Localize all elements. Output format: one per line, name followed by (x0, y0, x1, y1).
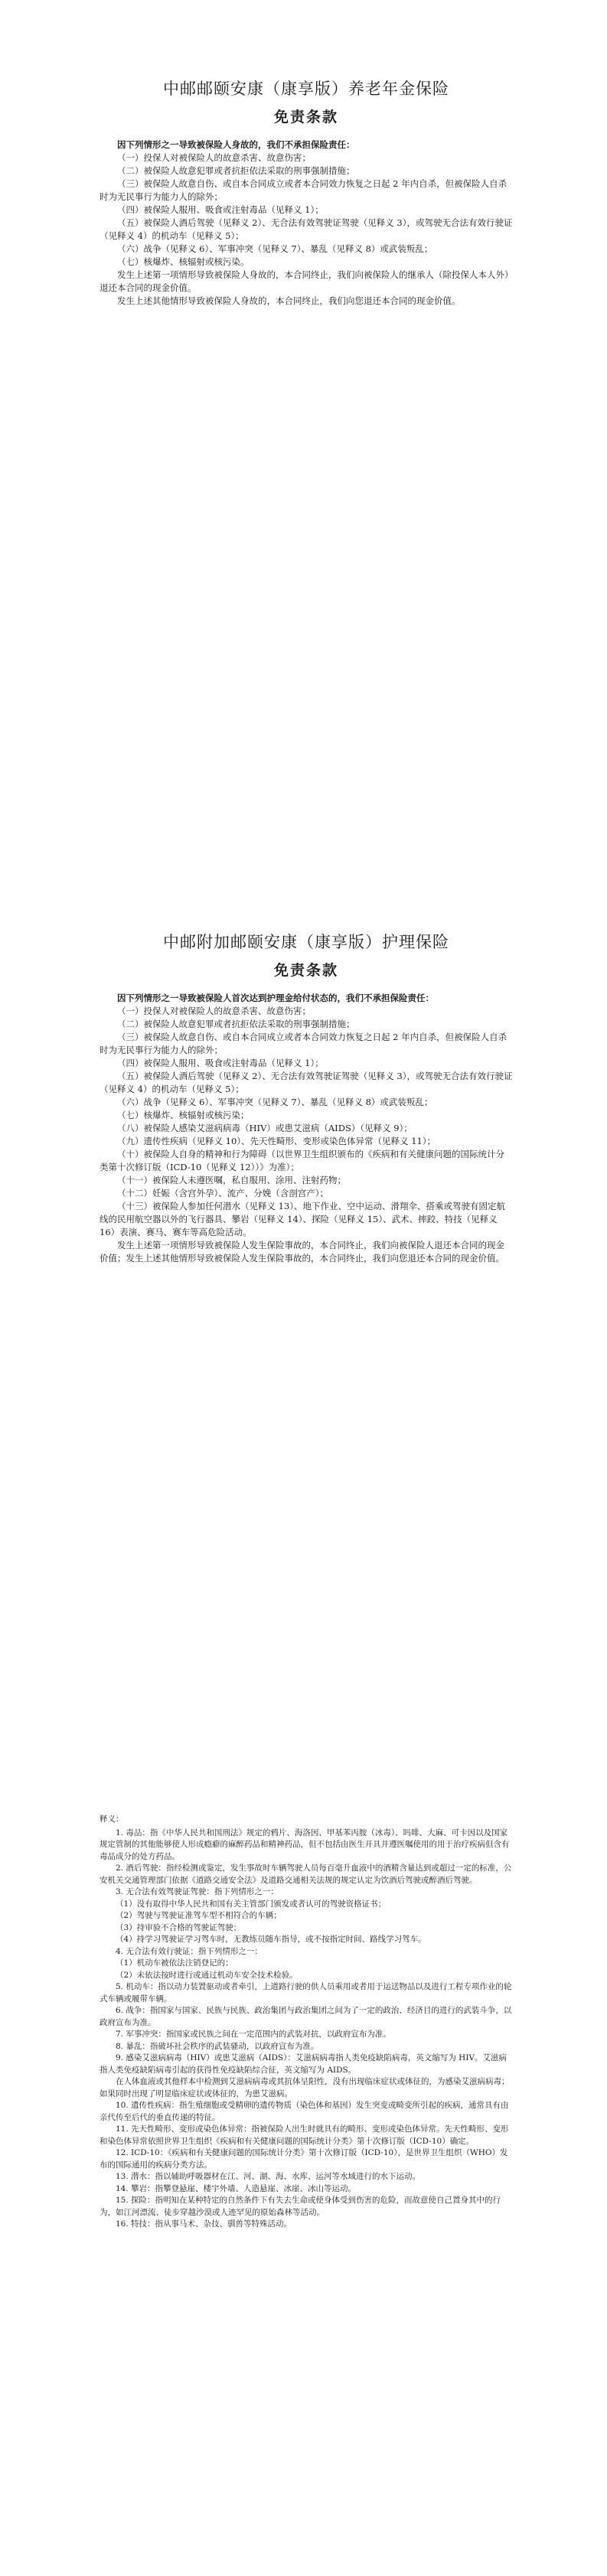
definition-entry: 1. 毒品：指《中华人民共和国刑法》规定的鸦片、海洛因、甲基苯丙胺（冰毒）、吗啡、大麻、可卡因以及国家规定管制的其他能够使人形成瘾癖的麻醉药品和精神药品，但不包括由医生开具并遵医嘱使用的用于治疗疾病但含有毒品成分的处方药品。 (100, 1828, 510, 1861)
definition-entry: （4）持学习驾驶证学习驾车时，无教练员随车指导，或不按指定时间、路线学习驾车。 (116, 1935, 426, 1944)
definition-entry: （3）持审验不合格的驾驶证驾驶； (116, 1922, 242, 1932)
exclusion-item: （四）被保险人服用、吸食或注射毒品（见释义 1）； (117, 1058, 324, 1068)
exclusion-item: （四）被保险人服用、吸食或注射毒品（见释义 1）； (117, 204, 324, 215)
definition-entry: 9. 感染艾滋病病毒（HIV）或患艾滋病（AIDS）：艾滋病病毒指人类免疫缺陷病毒，英文缩写为 HIV。艾滋病指人类免疫缺陷病毒引起的获得性免疫缺陷综合征，英文缩写为 AIDS。 (100, 2053, 507, 2075)
definition-entry: 6. 战争：指国家与国家、民族与民族、政治集团与政治集团之间为了一定的政治、经济目的进行的武装斗争，以政府宣布为准。 (100, 2006, 512, 2027)
exclusion-item: （九）遗传性疾病（见释义 10）、先天性畸形、变形或染色体异常（见释义 11）； (117, 1136, 436, 1146)
definition-entry: （1）机动车被依法注销登记的； (116, 1958, 233, 1968)
exclusion-item: （三）被保险人故意自伤、或自本合同成立或者本合同效力恢复之日起 2 年内自杀，但被保险人自杀时为无民事行为能力人的除外； (100, 1032, 507, 1055)
exclusion-item: （十一）被保险人未遵医嘱，私自服用、涂用、注射药物； (117, 1175, 346, 1185)
exclusion-item: （一）投保人对被保险人的故意杀害、故意伤害； (117, 152, 311, 163)
exclusion-item: （十）被保险人自身的精神和行为障碍（以世界卫生组织颁布的《疾病和有关健康问题的国际统计分类第十次修订版（ICD-10（见释义 12））》为准）； (100, 1149, 504, 1172)
section1-tail-paragraph: 发生上述其他情形导致被保险人身故的，本合同终止，我们向您退还本合同的现金价值。 (117, 295, 461, 306)
section2-item-list (100, 1005, 513, 1239)
section1-tail-paragraph: 发生上述第一项情形导致被保险人身故的，本合同终止，我们向被保险人的继承人（除投保人本人外）退还本合同的现金价值。 (100, 269, 509, 293)
section2-intro: 因下列情形之一导致被保险人首次达到护理金给付状态的，我们不承担保险责任： (117, 993, 434, 1003)
definition-entry: （1）没有取得中华人民共和国有关主管部门颁发或者认可的驾驶资格证书； (116, 1899, 387, 1909)
definition-entry: 7. 军事冲突：指国家或民族之间在一定范围内的武装对抗，以政府宣布为准。 (116, 2030, 391, 2039)
section1-subtitle: 免责条款 (273, 109, 338, 126)
definition-entry: 10. 遗传性疾病：指生殖细胞或受精卵的遗传物质（染色体和基因）发生突变或畸变所引起的疾病，通常具有由亲代传至后代的垂直传递的特征。 (100, 2101, 509, 2122)
definition-entry: 在人体血液或其他样本中检测到艾滋病病毒或其抗体呈阳性，没有出现临床症状或体征的，为感染艾滋病病毒；如果同时出现了明显临床症状或体征的，为患艾滋病。 (100, 2077, 510, 2098)
exclusion-item: （七）核爆炸、核辐射或核污染； (117, 1110, 250, 1120)
definition-entry: 12. ICD-10：《疾病和有关健康问题的国际统计分类》第十次修订版（ICD-10），是世界卫生组织（WHO）发布的国际通用的疾病分类方法。 (100, 2148, 508, 2170)
section2-title: 中邮附加邮颐安康（康享版）护理保险 (163, 933, 449, 951)
definition-entry: 13. 潜水：指以辅助呼吸器材在江、河、湖、海、水库、运河等水域进行的水下运动。 (116, 2172, 421, 2181)
section1-intro: 因下列情形之一导致被保险人身故的，我们不承担保险责任： (117, 139, 355, 150)
definition-entry: 8. 暴乱：指破坏社会秩序的武装骚动，以政府宣布为准。 (116, 2041, 319, 2051)
definition-entry: 14. 攀岩：指攀登悬崖、楼宇外墙、人造悬崖、冰崖、冰山等运动。 (116, 2183, 357, 2193)
section2-tail-paragraph: 发生上述第一项情形导致被保险人发生保险事故的，本合同终止，我们向被保险人退还本合同的现金价值；发生上述其他情形导致被保险人发生保险事故的，本合同终止，我们向您退还本合同的现金价值。 (100, 1240, 504, 1264)
definition-entry: 5. 机动车：指以动力装置驱动或者牵引，上道路行驶的供人员乘用或者用于运送物品以及进行工程专项作业的轮式车辆或履带车辆。 (100, 1982, 512, 2004)
exclusion-item: （三）被保险人故意自伤、或自本合同成立或者本合同效力恢复之日起 2 年内自杀，但被保险人自杀时为无民事行为能力人的除外； (100, 178, 507, 202)
definitions-section (100, 1814, 513, 2231)
exclusion-item: （六）战争（见释义 6）、军事冲突（见释义 7）、暴乱（见释义 8）或武装叛乱； (117, 243, 433, 254)
exclusion-item: （五）被保险人酒后驾驶（见释义 2）、无合法有效驾驶证驾驶（见释义 3），或驾驶无合法有效行驶证（见释义 4）的机动车（见释义 5）； (100, 217, 513, 241)
definitions-heading: 释义： (100, 1815, 124, 1824)
exclusion-item: （十二）妊娠（含宫外孕）、流产、分娩（含剖宫产）； (117, 1188, 328, 1198)
section1-title: 中邮邮颐安康（康享版）养老年金保险 (163, 80, 449, 98)
exclusion-item: （一）投保人对被保险人的故意杀害、故意伤害； (117, 1006, 311, 1016)
exclusion-item: （二）被保险人故意犯罪或者抗拒依法采取的刑事强制措施； (117, 1019, 355, 1029)
definition-entry: 3. 无合法有效驾驶证驾驶：指下列情形之一： (116, 1887, 279, 1896)
section1-item-list (100, 152, 513, 269)
exclusion-item: （二）被保险人故意犯罪或者抗拒依法采取的刑事强制措施； (117, 165, 355, 176)
definitions-list (100, 1828, 513, 2231)
definition-entry: （2）未依法按时进行或通过机动车安全技术检验。 (116, 1970, 298, 1980)
definition-entry: 11. 先天性畸形、变形或染色体异常：指被保险人出生时就具有的畸形、变形或染色体异常。先天性畸形、变形和染色体异常依照世界卫生组织《疾病和有关健康问题的国际统计分类》第十次修订版（ICD-10）确定。 (100, 2124, 509, 2146)
section-pension-exclusions (100, 77, 513, 308)
exclusion-item: （六）战争（见释义 6）、军事冲突（见释义 7）、暴乱（见释义 8）或武装叛乱； (117, 1097, 433, 1107)
exclusion-item: （八）被保险人感染艾滋病病毒（HIV）或患艾滋病（AIDS）（见释义 9）； (117, 1123, 413, 1133)
section-nursing-exclusions (100, 930, 513, 1265)
definition-entry: 16. 特技：指从事马术、杂技、驯兽等特殊活动。 (116, 2219, 292, 2229)
exclusion-item: （五）被保险人酒后驾驶（见释义 2）、无合法有效驾驶证驾驶（见释义 3），或驾驶无合法有效行驶证（见释义 4）的机动车（见释义 5）； (100, 1071, 513, 1094)
section2-subtitle: 免责条款 (273, 962, 338, 979)
definition-entry: 4. 无合法有效行驶证：指下列情形之一： (116, 1946, 263, 1956)
exclusion-item: （十三）被保险人参加任何潜水（见释义 13）、地下作业、空中运动、滑翔伞、搭乘或驾驶有固定航线的民用航空器以外的飞行器具、攀岩（见释义 14）、探险（见释义 15）、武术、摔跤、特技（见释义 16）表演、赛马、赛车等高危险活动。 (100, 1201, 506, 1237)
definition-entry: （2）驾驶与驾驶证准驾车型不相符合的车辆； (116, 1911, 282, 1920)
definition-entry: 15. 探险：指明知在某种特定的自然条件下有失去生命或使身体受到伤害的危险，而故意使自己置身其中的行为，如江河漂流、徒步穿越沙漠或人迹罕见的原始森林等活动。 (100, 2196, 501, 2217)
exclusion-item: （七）核爆炸、核辐射或核污染。 (117, 256, 250, 267)
definition-entry: 2. 酒后驾驶：指经检测或鉴定，发生事故时车辆驾驶人员每百毫升血液中的酒精含量达到或超过一定的标准，公安机关交通管理部门依据《道路交通安全法》及道路交通相关法规的规定认定为饮酒后驾驶或醉酒后驾驶。 (100, 1864, 512, 1885)
